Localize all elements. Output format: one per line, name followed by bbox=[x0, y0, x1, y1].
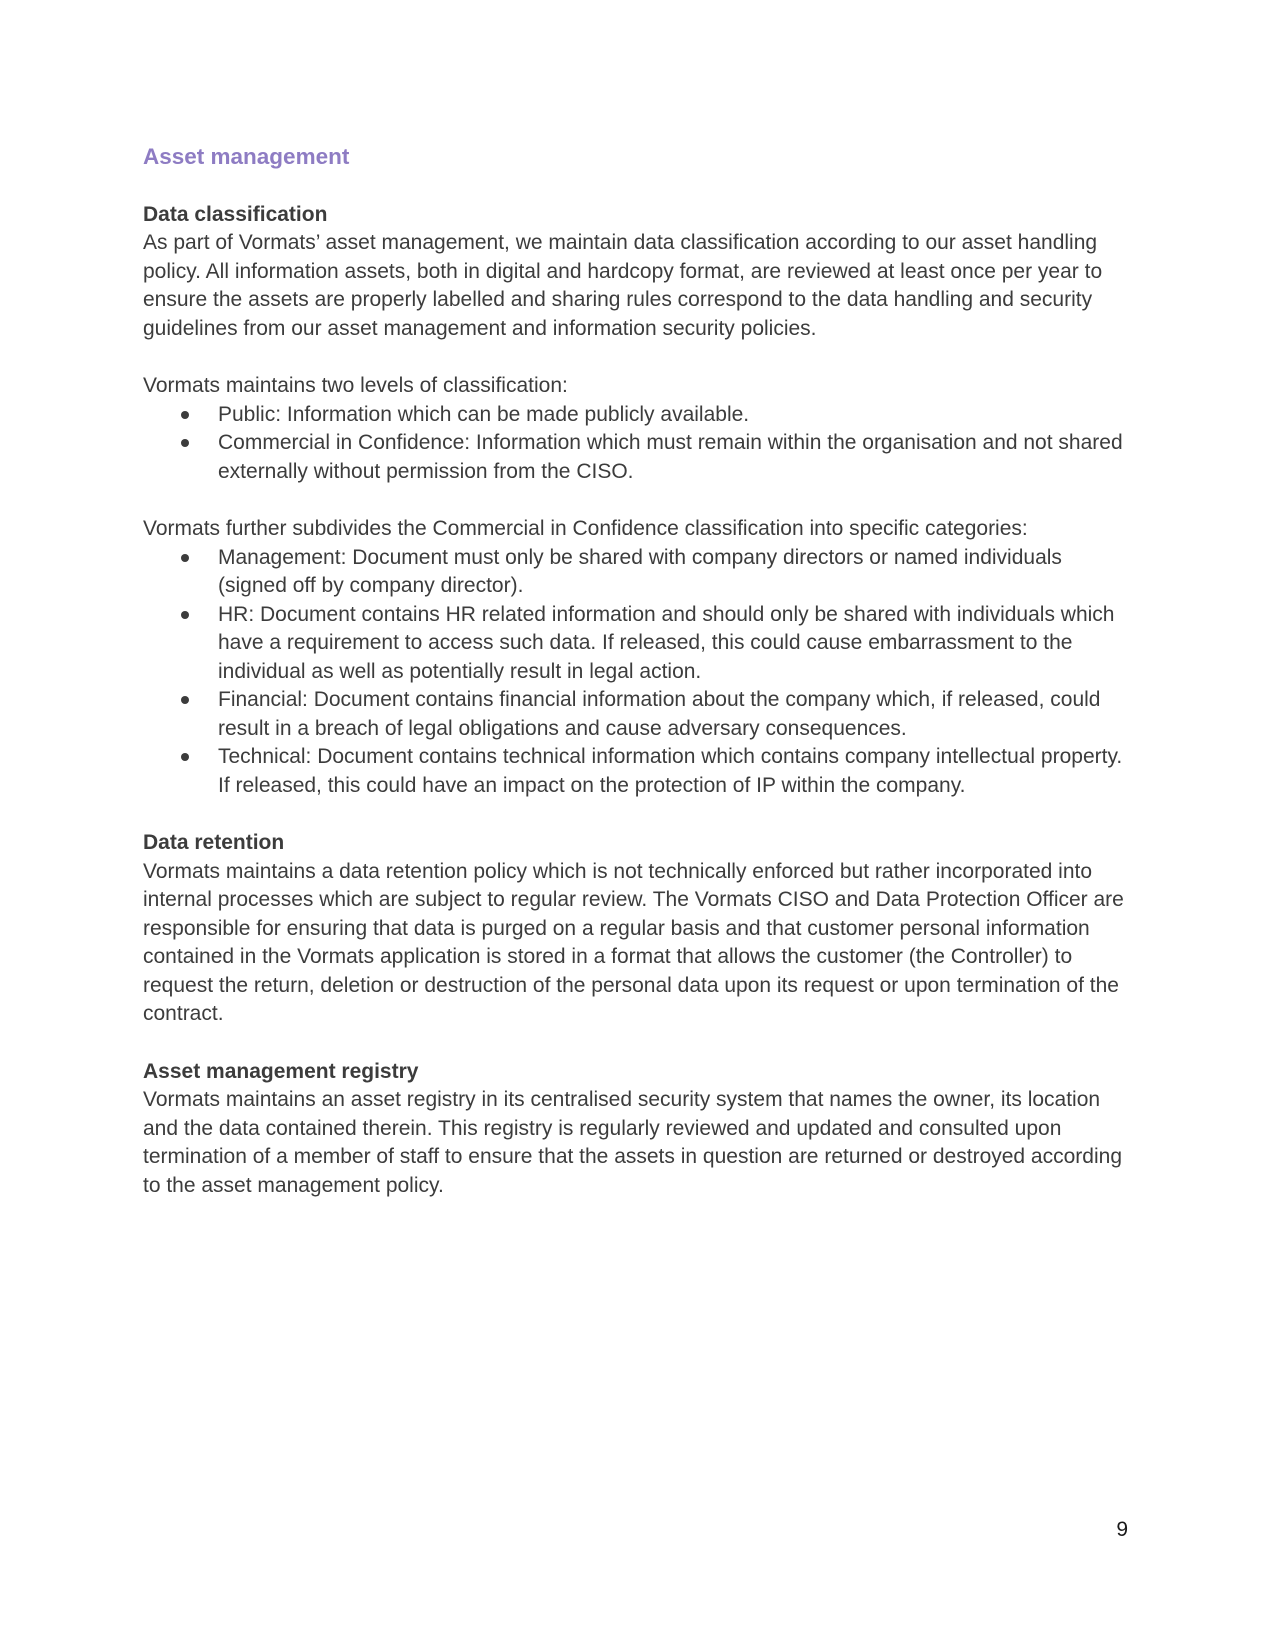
classification-levels-list bbox=[143, 401, 1133, 487]
sub-heading-data-classification: Data classification bbox=[143, 202, 328, 226]
document-content bbox=[143, 143, 1133, 1200]
list-item-technical: Technical: Document contains technical information which contains company intellectual property. If released, this could have an impact on the protection of IP within the company. bbox=[218, 743, 1133, 800]
paragraph-categories-intro: Vormats further subdivides the Commercial in Confidence classification into specific categories: bbox=[143, 517, 1028, 540]
classification-categories-list bbox=[143, 544, 1133, 801]
list-item-management: Management: Document must only be shared with company directors or named individuals (signed off by company director). bbox=[218, 544, 1133, 601]
list-item-commercial-in-confidence: Commercial in Confidence: Information which must remain within the organisation and not shared externally without permission from the CISO. bbox=[218, 429, 1133, 486]
list-item-public: Public: Information which can be made publicly available. bbox=[218, 401, 1133, 430]
section-heading-asset-management: Asset management bbox=[143, 144, 350, 169]
page-number: 9 bbox=[1116, 1518, 1128, 1541]
paragraph-data-retention: Vormats maintains a data retention policy which is not technically enforced but rather incorporated into internal processes which are subject to regular review. The Vormats CISO and Data Protection Officer are responsible for ensuring that data is purged on a regular basis and that customer personal information contained in the Vormats application is stored in a format that allows the customer (the Controller) to request the return, deletion or destruction of the personal data upon its request or upon termination of the contract. bbox=[143, 859, 1124, 1025]
sub-heading-asset-management-registry: Asset management registry bbox=[143, 1059, 419, 1083]
sub-heading-data-retention: Data retention bbox=[143, 831, 285, 854]
list-item-hr: HR: Document contains HR related information and should only be shared with individuals which have a requirement to access such data. If released, this could cause embarrassment to the individual as well as potentially result in legal action. bbox=[218, 601, 1133, 687]
list-item-financial: Financial: Document contains financial information about the company which, if released, could result in a breach of legal obligations and cause adversary consequences. bbox=[218, 686, 1133, 743]
paragraph-data-classification-intro: As part of Vormats’ asset management, we maintain data classification according to our asset handling policy. All information assets, both in digital and hardcopy format, are reviewed at least once per year to ensure the assets are properly labelled and sharing rules correspond to the data handling and security guidelines from our asset management and information security policies. bbox=[143, 231, 1103, 340]
paragraph-asset-registry: Vormats maintains an asset registry in its centralised security system that names the owner, its location and the data contained therein. This registry is regularly reviewed and updated and consulted upon termination of a member of staff to ensure that the assets in question are returned or destroyed according to the asset management policy. bbox=[143, 1088, 1122, 1197]
paragraph-levels-intro: Vormats maintains two levels of classification: bbox=[143, 374, 568, 397]
